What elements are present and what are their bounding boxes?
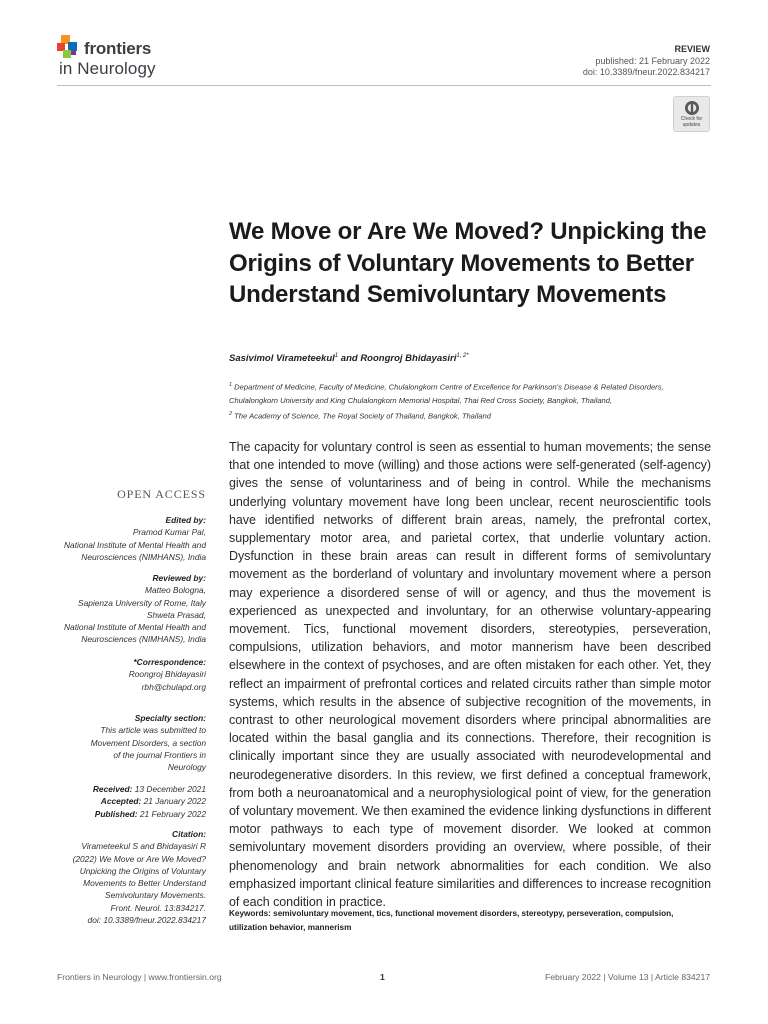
reviewer-2-affiliation: National Institute of Mental Health and Neurosciences (NIMHANS), India <box>64 622 206 645</box>
affiliations <box>229 379 714 423</box>
citation-section <box>58 828 206 926</box>
crossmark-label <box>674 117 709 128</box>
keywords-list: semivoluntary movement, tics, functional movement disorders, stereotypy, perseveration, compulsion, utilization behavior, mannerism <box>229 909 674 932</box>
reviewer-2-name[interactable]: Shweta Prasad, <box>146 609 206 620</box>
open-access-label: OPEN ACCESS <box>117 487 206 501</box>
keywords <box>229 907 711 934</box>
article-meta <box>583 44 710 79</box>
specialty-text: This article was submitted to Movement Disorders, a section of the journal Frontiers in Neurology <box>90 725 206 773</box>
citation-journal: Front. Neurol. 13:834217. <box>110 902 206 913</box>
page-number: 1 <box>380 972 385 982</box>
edited-by-section <box>46 514 206 563</box>
journal-name: in Neurology <box>59 59 156 78</box>
author-2-affil: 1, 2* <box>456 353 469 359</box>
reviewed-by-label: Reviewed by: <box>152 573 206 583</box>
citation-label: Citation: <box>172 829 206 839</box>
journal-brand: frontiers <box>84 39 152 58</box>
accepted-value: 21 January 2022 <box>141 796 206 807</box>
affiliation-2: The Academy of Science, The Royal Society of Thailand, Bangkok, Thailand <box>232 411 491 421</box>
author-list <box>229 353 469 364</box>
crossmark-icon <box>684 100 700 116</box>
dates-section <box>93 783 206 820</box>
footer-issue-info: February 2022 | Volume 13 | Article 834217 <box>545 972 710 982</box>
correspondence-section <box>129 656 206 693</box>
author-conjunction: and <box>338 353 361 365</box>
published-date-side <box>93 808 206 820</box>
citation-text: Virameteekul S and Bhidayasiri R (2022) We Move or Are We Moved? Unpicking the Origins of Voluntary Movements to Better Understand Semivoluntary Movements. <box>72 841 206 901</box>
affil-1-marker: 1 <box>229 382 233 388</box>
crossmark-line2: updates <box>682 121 701 128</box>
received-value: 13 December 2021 <box>132 784 206 794</box>
editor-name[interactable]: Pramod Kumar Pal, <box>132 527 206 538</box>
crossmark-line1: Check for <box>680 116 703 122</box>
author-1[interactable]: Sasivimol Virameteekul <box>229 353 335 365</box>
header-divider <box>57 85 711 86</box>
article-type: REVIEW <box>674 44 710 54</box>
reviewer-1-affiliation: Sapienza University of Rome, Italy <box>77 597 206 608</box>
specialty-section <box>88 712 206 773</box>
affiliation-1: Department of Medicine, Faculty of Medicine, Chulalongkorn Centre of Excellence for Parkinson's Disease & Related Disorders, Chulalongkorn University and King Chulalongkorn Memorial Hospital, Thai Red Cross Society, Bangkok, Thailand, <box>229 382 664 406</box>
author-1-affil: 1 <box>334 353 339 359</box>
article-title: We Move or Are We Moved? Unpicking the Origins of Voluntary Movements to Better Understand Semivoluntary Movements <box>229 218 707 308</box>
edited-by-label: Edited by: <box>165 515 206 525</box>
received-date <box>93 783 206 795</box>
citation-doi[interactable]: doi: 10.3389/fneur.2022.834217 <box>87 915 206 926</box>
correspondence-label: *Correspondence: <box>133 657 206 667</box>
correspondence-email[interactable]: rbh@chulapd.org <box>141 681 206 692</box>
specialty-label: Specialty section: <box>134 713 206 723</box>
affil-2-marker: 2 <box>229 410 233 417</box>
correspondence-name: Roongroj Bhidayasiri <box>128 669 206 680</box>
abstract: The capacity for voluntary control is seen as essential to human movements; the sense that one intended to move (willing) and those actions were self-generated (self-agency) gives the sense of voluntariness and of being in control. While the mechanisms underlying voluntary movement have long been unclear, recent neuroscientific tools have identified networks of different brain areas, namely, the prefrontal cortex, supplementary motor area, and parietal cortex, that underlie voluntary action. Dysfunction in these brain areas can result in different forms of semivoluntary movement as the borderland of voluntary and involuntary movement where a person may experience a disordered sense of will or agency, and thus the movement is experienced as unexpected and involuntary, for an otherwise voluntary-appearing movement. Tics, functional movement disorders, stereotypies, perseveration, compulsions, utilization behaviors, and motor mannerism have been described elsewhere in the context of psychoses, and are often mistaken for each other. Yet, they reflect an impairment of prefrontal cortices and related circuits rather than simple motor systems, which results in the absence of subjective recognition of the movements, in contrast to other neurological movement disorders where principal abnormalities are located within the basal ganglia and its connections. Therefore, their recognition is clinically important since they are usually associated with neurodevelopmental and neurodegenerative disorders. In this review, we first defined a conceptual framework, from both a neuroanatomical and a neurophysiological point of view, for the generation of voluntary movement. We then examined the evidence linking dysfunctions in different motor pathways to each type of movement disorder. We looked at common semivoluntary movement disorders providing an overview, where possible, of their phenomenology and brain network abnormalities for each condition. We also emphasized important clinical feature similarities and differences to increase recognition of each condition in practice. <box>229 440 711 910</box>
received-label: Received: <box>92 784 133 794</box>
keywords-label: Keywords: <box>229 909 274 918</box>
accepted-label: Accepted: <box>100 796 142 807</box>
footer-journal-link[interactable]: Frontiers in Neurology | www.frontiersin.org <box>57 972 222 982</box>
reviewed-by-section <box>46 572 206 646</box>
article-doi[interactable]: doi: 10.3389/fneur.2022.834217 <box>582 67 710 77</box>
editor-affiliation: National Institute of Mental Health and Neurosciences (NIMHANS), India <box>64 539 206 562</box>
journal-logo[interactable] <box>57 33 197 81</box>
accepted-date <box>93 795 206 807</box>
published-label: Published: <box>94 808 138 819</box>
reviewer-1-name[interactable]: Matteo Bologna, <box>145 585 206 596</box>
author-2[interactable]: Roongroj Bhidayasiri <box>360 353 457 365</box>
published-date: published: 21 February 2022 <box>595 55 710 66</box>
check-for-updates-button[interactable] <box>673 96 710 132</box>
published-value: 21 February 2022 <box>137 808 206 819</box>
